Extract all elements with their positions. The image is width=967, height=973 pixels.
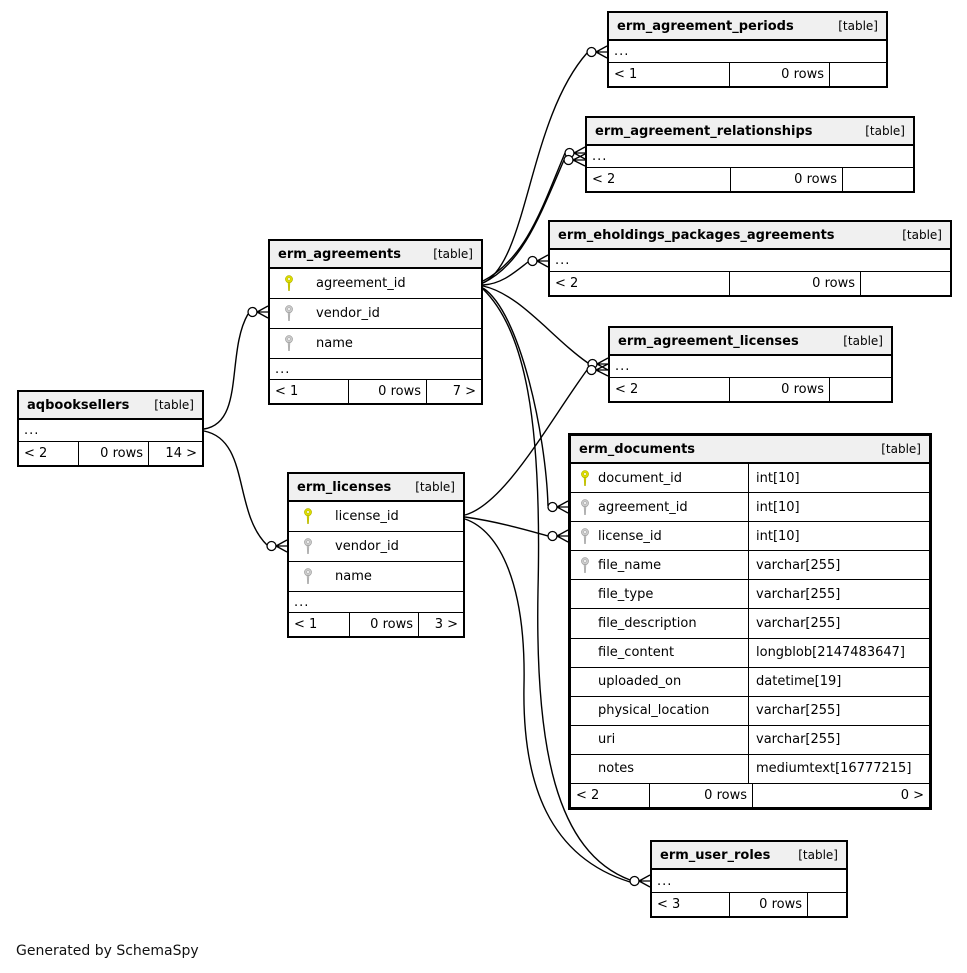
table-type-label: [table]: [838, 19, 878, 33]
table-type-label: [table]: [843, 334, 883, 348]
column-name: agreement_id: [316, 276, 406, 291]
column-name: file_description: [598, 616, 697, 632]
table-header[interactable]: [587, 118, 913, 146]
column-type: int[10]: [748, 522, 929, 550]
collapsed-columns-row: ...: [652, 870, 846, 893]
column-name: vendor_id: [335, 539, 399, 554]
column-name: uploaded_on: [598, 674, 682, 690]
footer-parents: < 2: [19, 442, 79, 465]
footer-children: [830, 63, 886, 86]
column-row: [270, 269, 481, 299]
column-name: uri: [598, 732, 616, 748]
crowfoot-marker-erm-agreement-licenses-2: [587, 364, 608, 376]
collapsed-columns-row: ...: [587, 146, 913, 168]
footer-parents: < 2: [571, 784, 650, 807]
footer-rowcount: 0 rows: [349, 380, 427, 403]
table-type-label: [table]: [902, 228, 942, 242]
column-row: [571, 639, 929, 668]
column-type: longblob[2147483647]: [748, 639, 929, 667]
table-name: erm_agreements: [278, 246, 401, 262]
column-name: document_id: [598, 470, 682, 486]
column-row: [571, 609, 929, 638]
table-footer: [609, 63, 886, 86]
column-name: agreement_id: [598, 499, 688, 515]
table-name: erm_agreement_periods: [617, 18, 794, 34]
column-name: name: [316, 336, 353, 351]
table-type-label: [table]: [865, 124, 905, 138]
column-type: varchar[255]: [748, 551, 929, 579]
table-name: erm_agreement_licenses: [618, 333, 799, 349]
table-name: aqbooksellers: [27, 397, 130, 413]
table-footer: [571, 784, 929, 807]
table-type-label: [table]: [415, 480, 455, 494]
table-node-erm-licenses[interactable]: [287, 472, 465, 638]
primary-key-icon: [579, 470, 591, 487]
footer-rowcount: 0 rows: [650, 784, 753, 807]
footer-children: [843, 168, 913, 191]
table-node-erm-agreement-relationships[interactable]: [585, 116, 915, 193]
fk-edge-erm-licenses-erm-documents: [465, 517, 548, 536]
table-type-label: [table]: [433, 247, 473, 261]
column-type: int[10]: [748, 493, 929, 521]
table-header[interactable]: [270, 241, 481, 269]
table-footer: [610, 378, 891, 401]
table-footer: [587, 168, 913, 191]
crowfoot-marker-erm-agreement-periods: [587, 46, 607, 58]
footer-rowcount: 0 rows: [350, 613, 419, 636]
column-row: [571, 755, 929, 784]
column-name: vendor_id: [316, 306, 380, 321]
column-type: varchar[255]: [748, 697, 929, 725]
column-type: varchar[255]: [748, 609, 929, 637]
footer-children: 3 >: [434, 617, 458, 632]
crowfoot-marker-erm-documents-agreement-id: [548, 501, 568, 513]
table-type-label: [table]: [154, 398, 194, 412]
table-header[interactable]: [609, 13, 886, 41]
crowfoot-marker-erm-agreements-vendor-id: [248, 306, 268, 318]
column-row: [270, 299, 481, 329]
footer-parents: < 2: [610, 378, 730, 401]
table-node-erm-agreement-licenses[interactable]: [608, 326, 893, 403]
footer-rowcount: 0 rows: [730, 63, 830, 86]
column-row: [289, 562, 463, 592]
collapsed-columns-row: ...: [270, 359, 481, 380]
column-row: [571, 726, 929, 755]
table-name: erm_user_roles: [660, 847, 771, 863]
column-name: file_name: [598, 557, 662, 573]
column-row: [571, 493, 929, 522]
table-footer: [652, 893, 846, 916]
footer-parents: < 1: [609, 63, 730, 86]
column-row: [571, 697, 929, 726]
table-footer: [270, 380, 481, 403]
column-name: license_id: [335, 509, 399, 524]
crowfoot-marker-erm-user-roles: [630, 875, 650, 887]
collapsed-columns-row: ...: [610, 356, 891, 378]
primary-key-icon: [302, 508, 314, 525]
table-node-erm-agreement-periods[interactable]: [607, 11, 888, 88]
footer-rowcount: 0 rows: [730, 272, 861, 295]
footer-parents: < 2: [550, 272, 730, 295]
table-type-label: [table]: [798, 848, 838, 862]
table-footer: [289, 613, 463, 636]
table-header[interactable]: [19, 392, 202, 420]
table-name: erm_documents: [579, 441, 696, 457]
table-footer: [550, 272, 950, 295]
table-name: erm_licenses: [297, 479, 392, 495]
column-row: [571, 580, 929, 609]
footer-parents: < 3: [652, 893, 730, 916]
table-footer: [19, 442, 202, 465]
foreign-key-icon: [302, 538, 314, 555]
column-row: [571, 551, 929, 580]
column-name: license_id: [598, 528, 662, 544]
generated-by-note: Generated by SchemaSpy: [16, 943, 199, 959]
collapsed-columns-row: ...: [19, 420, 202, 442]
fk-edge-erm-agreements-erm-agreement-licenses: [483, 286, 588, 363]
footer-children: [808, 893, 846, 916]
foreign-key-icon: [283, 305, 295, 322]
collapsed-columns-row: ...: [289, 592, 463, 613]
footer-children: [830, 378, 891, 401]
foreign-key-icon: [283, 335, 295, 352]
foreign-key-icon: [302, 568, 314, 585]
column-name: notes: [598, 761, 635, 777]
footer-children: 14 >: [165, 446, 197, 461]
column-row: [571, 464, 929, 493]
table-header[interactable]: [652, 842, 846, 870]
column-row: [270, 329, 481, 359]
column-name: file_type: [598, 586, 654, 602]
column-row: [571, 522, 929, 551]
footer-children: 0 >: [900, 788, 924, 804]
footer-parents: < 1: [289, 613, 350, 636]
fk-edge-aqbooksellers-erm-licenses: [204, 431, 267, 545]
column-name: physical_location: [598, 703, 710, 719]
footer-rowcount: 0 rows: [730, 378, 830, 401]
table-name: erm_agreement_relationships: [595, 123, 813, 139]
column-name: name: [335, 569, 372, 584]
foreign-key-icon: [579, 499, 591, 516]
foreign-key-icon: [579, 528, 591, 545]
footer-children: 7 >: [452, 384, 476, 399]
primary-key-icon: [283, 275, 295, 292]
column-name: file_content: [598, 645, 675, 661]
crowfoot-marker-erm-agreement-relationships-2: [564, 154, 585, 166]
footer-rowcount: 0 rows: [79, 442, 149, 465]
crowfoot-marker-erm-licenses-vendor-id: [267, 540, 287, 552]
collapsed-columns-row: ...: [609, 41, 886, 63]
table-name: erm_eholdings_packages_agreements: [558, 227, 835, 243]
footer-rowcount: 0 rows: [731, 168, 843, 191]
column-row: [289, 502, 463, 532]
footer-rowcount: 0 rows: [730, 893, 808, 916]
crowfoot-marker-erm-eholdings-packages-agreements: [528, 255, 548, 267]
footer-parents: < 2: [587, 168, 731, 191]
crowfoot-marker-erm-documents-license-id: [548, 530, 568, 542]
table-header[interactable]: [289, 474, 463, 502]
table-node-erm-user-roles[interactable]: [650, 840, 848, 918]
index-key-icon: [579, 557, 591, 574]
column-type: varchar[255]: [748, 726, 929, 754]
column-type: mediumtext[16777215]: [748, 755, 929, 783]
column-type: int[10]: [748, 464, 929, 492]
fk-edge-aqbooksellers-erm-agreements: [204, 314, 248, 429]
footer-parents: < 1: [270, 380, 349, 403]
table-node-erm-eholdings-packages-agreements[interactable]: [548, 220, 952, 297]
column-row: [289, 532, 463, 562]
table-node-erm-agreements[interactable]: [268, 239, 483, 405]
footer-children: [861, 272, 950, 295]
table-type-label: [table]: [881, 442, 921, 456]
table-node-erm-documents[interactable]: [568, 433, 932, 810]
column-type: varchar[255]: [748, 580, 929, 608]
table-node-aqbooksellers[interactable]: [17, 390, 204, 467]
column-row: [571, 668, 929, 697]
table-header[interactable]: [571, 436, 929, 464]
table-header[interactable]: [550, 222, 950, 250]
column-type: datetime[19]: [748, 668, 929, 696]
collapsed-columns-row: ...: [550, 250, 950, 272]
table-header[interactable]: [610, 328, 891, 356]
